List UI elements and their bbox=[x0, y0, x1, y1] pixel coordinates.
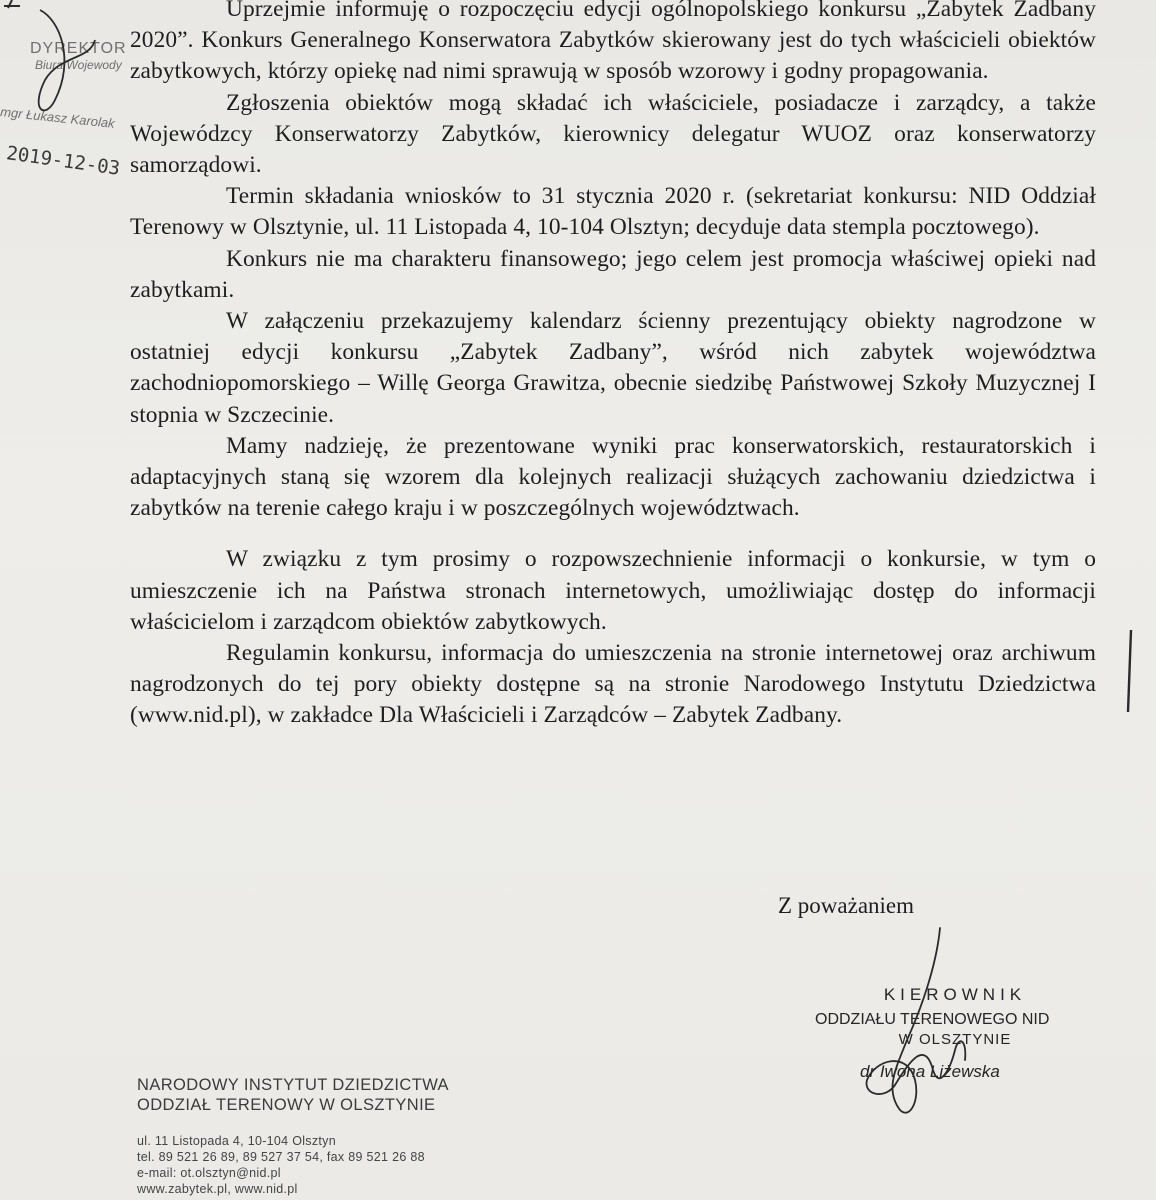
signatory-name: dr Iwona Liżewska bbox=[860, 1062, 1000, 1081]
paragraph-4: Konkurs nie ma charakteru finansowego; jego celem jest promocja właściwej opieki nad zabytkami. bbox=[130, 245, 1096, 303]
closing-line: Z poważaniem bbox=[778, 893, 915, 918]
paragraph-1: Uprzejmie informuję o rozpoczęciu edycji ogólnopolskiego konkursu „Zabytek Zadbany 2020”. Konkurs Generalnego Konserwatora Zabytków skierowany jest do tych właścicieli obiektów zabytkowych, którzy opiekę nad nimi sprawują w sposób wzorowy i godny propagowania. bbox=[130, 0, 1096, 85]
paragraph-6: Mamy nadzieję, że prezentowane wyniki prac konserwatorskich, restauratorskich i adaptacyjnych staną się wzorem dla kolejnych realizacji służących zachowaniu dziedzictwa i zabytków na terenie całego kraju i w poszczególnych województwach. bbox=[130, 432, 1096, 522]
margin-mark bbox=[1128, 630, 1131, 712]
footer-phone: tel. 89 521 26 89, 89 527 37 54, fax 89 521 26 88 bbox=[137, 1150, 425, 1164]
paragraph-7: W związku z tym prosimy o rozpowszechnienie informacji o konkursie, w tym o umieszczenie ich na Państwa stronach internetowych, umożliwiając dostęp do informacji właścicielom i zarządcom obiektów zabytkowych. bbox=[130, 546, 1096, 635]
footer-web: www.zabytek.pl, www.nid.pl bbox=[137, 1182, 298, 1196]
stamp-date: 2019-12-03 bbox=[5, 142, 122, 180]
paragraph-8: Regulamin konkursu, informacja do umieszczenia na stronie internetowej oraz archiwum nagrodzonych do tej pory obiekty dostępne są na stronie Narodowego Instytutu Dziedzictwa (www.nid.pl), w zakładce Dla Właścicieli i Zarządców – Zabytek Zadbany. bbox=[130, 640, 1096, 729]
signatory-unit: ODDZIAŁU TERENOWEGO NID bbox=[815, 1011, 1050, 1028]
stamp-person: mgr Łukasz Karolak bbox=[0, 104, 116, 131]
footer-address: ul. 11 Listopada 4, 10-104 Olsztyn bbox=[137, 1134, 336, 1148]
footer-email: e-mail: ot.olsztyn@nid.pl bbox=[137, 1166, 281, 1180]
letter-body bbox=[130, 0, 1096, 732]
signatory-city: W OLSZTYNIE bbox=[898, 1031, 1012, 1048]
letterhead-footer bbox=[137, 1075, 449, 1197]
signatory-title: KIEROWNIK bbox=[883, 985, 1027, 1004]
stamp-heading: DYREKTOR bbox=[30, 40, 127, 57]
footer-org-name: NARODOWY INSTYTUT DZIEDZICTWA bbox=[137, 1076, 449, 1094]
handwritten-signature bbox=[855, 920, 975, 1120]
paragraph-5: W załączeniu przekazujemy kalendarz ścienny prezentujący obiekty nagrodzone w ostatniej edycji konkursu „Zabytek Zadbany”, wśród nich zabytek województwa zachodniopomorskiego – Willę Georga Grawitza, obecnie siedzibę Państwowej Szkoły Muzycznej I stopnia w Szczecinie. bbox=[130, 308, 1096, 428]
footer-contact bbox=[137, 1133, 449, 1197]
stamp-office: Biura Wojewody bbox=[35, 58, 122, 72]
paragraph-2: Zgłoszenia obiektów mogą składać ich właściciele, posiadacze i zarządcy, a także Wojewódzcy Konserwatorzy Zabytków, kierownicy delegatur WUOZ oraz konserwatorzy samorządowi. bbox=[130, 89, 1096, 179]
footer-org-unit: ODDZIAŁ TERENOWY W OLSZTYNIE bbox=[137, 1096, 436, 1114]
paragraph-3: Termin składania wniosków to 31 stycznia 2020 r. (sekretariat konkursu: NID Oddział Terenowy w Olsztynie, ul. 11 Listopada 4, 10-104 Olsztyn; decyduje data stempla pocztowego). bbox=[130, 183, 1096, 241]
